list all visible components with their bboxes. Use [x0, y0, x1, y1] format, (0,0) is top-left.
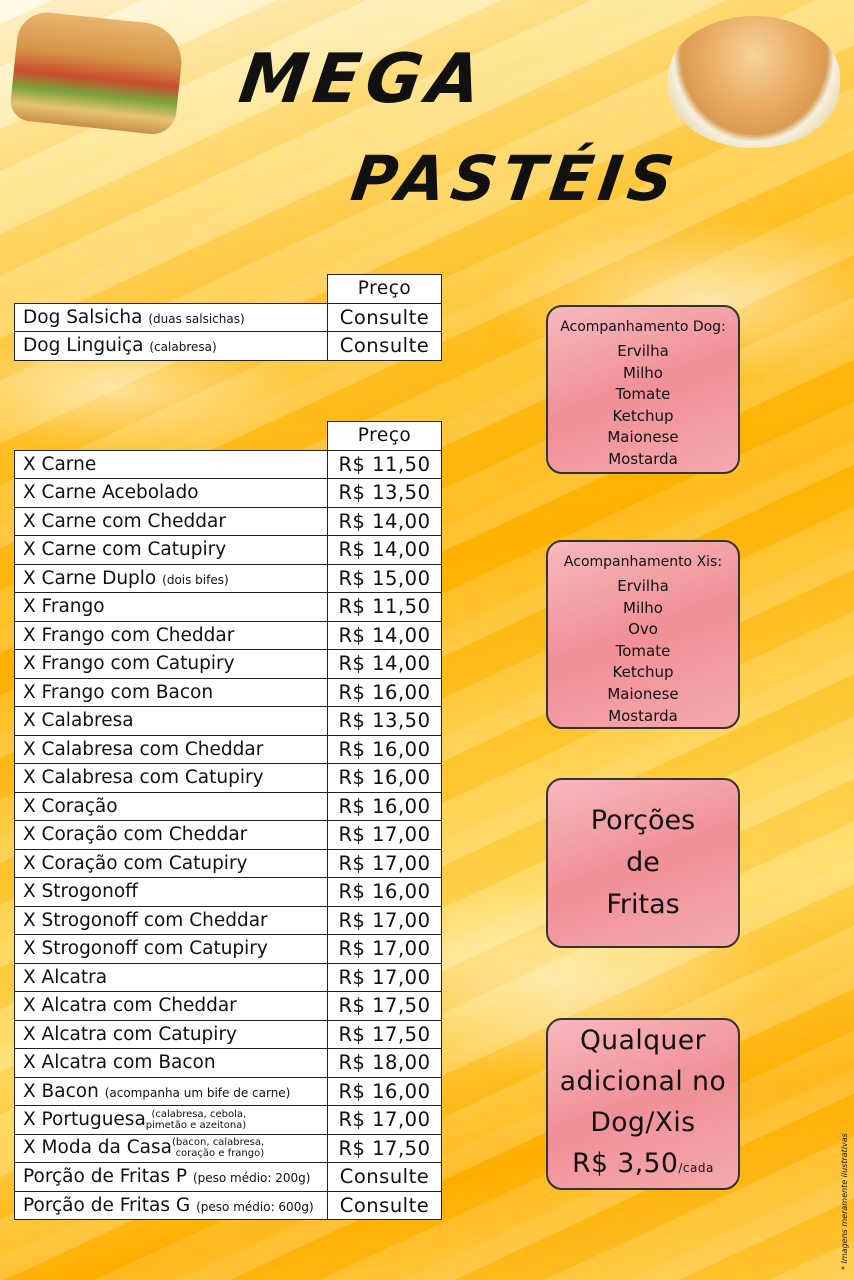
item-price: R$ 16,00 [328, 878, 442, 907]
item-price: R$ 14,00 [328, 536, 442, 565]
item-price: R$ 17,00 [328, 935, 442, 964]
item-note-line: (calabresa, cebola, [151, 1108, 247, 1120]
acompanhamento-xis-box [546, 540, 740, 729]
item-label: X Calabresa com Catupiry [23, 767, 264, 789]
item-label: X Strogonoff com Cheddar [23, 909, 268, 931]
item-note: (peso médio: 200g) [192, 1171, 311, 1186]
item-name [15, 479, 328, 508]
item-price: Consulte [328, 303, 442, 332]
item-name [15, 935, 328, 964]
item-note: (peso médio: 600g) [196, 1199, 314, 1214]
acompanhamento-xis-title: Acompanhamento Xis: [563, 554, 723, 570]
adicional-line-1: Qualquer [579, 1025, 707, 1056]
item-price: R$ 11,50 [328, 593, 442, 622]
item-price: R$ 17,50 [328, 1020, 442, 1049]
acompanhamento-item: Tomate [615, 385, 671, 404]
item-label: X Frango com Catupiry [23, 653, 235, 675]
item-price: R$ 11,50 [328, 450, 442, 479]
item-name [15, 332, 328, 361]
item-label: X Alcatra com Cheddar [23, 995, 237, 1017]
item-name [15, 963, 328, 992]
item-label: X Strogonoff [23, 881, 138, 903]
item-name [15, 303, 328, 332]
item-note-line: (bacon, calabresa, [172, 1137, 265, 1149]
item-price: R$ 13,50 [328, 479, 442, 508]
item-name [15, 564, 328, 593]
item-label: X Carne Acebolado [23, 482, 199, 504]
adicional-price: R$ 3,50 [572, 1148, 679, 1179]
item-price: R$ 16,00 [328, 735, 442, 764]
adicional-price-line [548, 1143, 738, 1189]
item-price: R$ 14,00 [328, 650, 442, 679]
item-price: R$ 16,00 [328, 764, 442, 793]
item-label: Porção de Fritas P [23, 1166, 188, 1188]
item-price: Consulte [328, 332, 442, 361]
table-row [15, 1020, 442, 1049]
item-name [15, 906, 328, 935]
item-price: Consulte [328, 1191, 442, 1220]
table-row [15, 992, 442, 1021]
item-name [15, 1077, 328, 1106]
item-note-line: pimetão e azeitona) [145, 1119, 247, 1131]
item-price: R$ 14,00 [328, 621, 442, 650]
item-note-line: coração e frango) [175, 1148, 265, 1160]
table-row [15, 1049, 442, 1078]
item-note: (calabresa) [149, 340, 217, 355]
acompanhamento-item: Tomate [615, 641, 671, 660]
porcoes-line-3: Fritas [606, 889, 680, 920]
item-label: X Coração com Catupiry [23, 852, 248, 874]
acompanhamento-item: Ervilha [617, 342, 669, 360]
item-label: X Strogonoff com Catupiry [23, 938, 268, 960]
item-name [15, 1106, 328, 1135]
item-label: X Portuguesa [23, 1108, 146, 1130]
item-name [15, 650, 328, 679]
item-label: X Carne com Cheddar [23, 510, 226, 532]
item-label: X Frango com Cheddar [23, 624, 235, 646]
table-row [15, 935, 442, 964]
table-row [15, 792, 442, 821]
item-name [15, 764, 328, 793]
pastel-photo [9, 10, 186, 137]
item-note [172, 1137, 264, 1159]
item-name [15, 821, 328, 850]
table-row [15, 906, 442, 935]
table-row [15, 963, 442, 992]
acompanhamento-dog-title: Acompanhamento Dog: [560, 319, 726, 335]
table-row [15, 678, 442, 707]
table-row [15, 536, 442, 565]
table-row [15, 621, 442, 650]
xis-price-table [14, 421, 442, 1220]
item-name [15, 507, 328, 536]
table-row [15, 1163, 442, 1192]
porcoes-text [548, 800, 738, 926]
table-row [15, 507, 442, 536]
table-row [15, 764, 442, 793]
item-price: R$ 16,00 [328, 1077, 442, 1106]
item-name [15, 450, 328, 479]
item-label: X Alcatra [23, 966, 108, 988]
item-note: (dois bifes) [162, 572, 229, 587]
item-note: (acompanha um bife de carne) [104, 1085, 291, 1100]
item-name [15, 1134, 328, 1163]
price-header: Preço [328, 275, 442, 304]
item-label: X Carne Duplo [23, 567, 157, 589]
table-row [15, 821, 442, 850]
table-row [15, 1191, 442, 1220]
dog-price-table [14, 274, 442, 361]
table-row [15, 1134, 442, 1163]
item-label: X Calabresa [23, 710, 134, 732]
item-label: X Carne [23, 453, 97, 475]
table-row [15, 1106, 442, 1135]
item-label: X Coração com Cheddar [23, 824, 248, 846]
title-line-1: MEGA [234, 40, 493, 119]
item-name [15, 621, 328, 650]
item-name [15, 536, 328, 565]
item-price: R$ 17,00 [328, 963, 442, 992]
table-row [15, 1077, 442, 1106]
header-blank [15, 422, 328, 451]
item-label: X Frango [23, 596, 105, 618]
item-label: X Moda da Casa [23, 1137, 172, 1159]
item-price: R$ 17,00 [328, 821, 442, 850]
acompanhamento-item: Maionese [607, 428, 679, 447]
item-name [15, 792, 328, 821]
item-name [15, 678, 328, 707]
header-blank [15, 275, 328, 304]
acompanhamento-item: Mostarda [608, 449, 678, 468]
acompanhamento-item: Ervilha [617, 577, 669, 595]
item-price: R$ 16,00 [328, 678, 442, 707]
acompanhamento-item: Mostarda [608, 706, 678, 725]
table-row [15, 450, 442, 479]
item-label: X Alcatra com Bacon [23, 1052, 216, 1074]
acompanhamento-item: Maionese [607, 684, 679, 703]
adicional-line-3: Dog/Xis [590, 1107, 696, 1138]
acompanhamento-item: Milho [623, 363, 663, 382]
item-name [15, 593, 328, 622]
item-name [15, 1191, 328, 1220]
item-label: X Calabresa com Cheddar [23, 738, 264, 760]
item-label: Dog Linguiça [23, 335, 144, 357]
porcoes-fritas-box [546, 778, 740, 948]
price-header: Preço [328, 422, 442, 451]
item-label: X Bacon [23, 1080, 99, 1102]
item-name [15, 1020, 328, 1049]
adicional-box [546, 1018, 740, 1190]
adicional-text [548, 1020, 738, 1189]
item-price: Consulte [328, 1163, 442, 1192]
item-name [15, 1049, 328, 1078]
item-label: X Alcatra com Catupiry [23, 1023, 237, 1045]
acompanhamento-item: Ketchup [612, 663, 674, 682]
table-header-row [15, 275, 442, 304]
table-row [15, 849, 442, 878]
acompanhamento-dog-box [546, 305, 740, 474]
porcoes-line-2: de [626, 847, 660, 878]
burger-photo [668, 16, 840, 148]
table-row [15, 479, 442, 508]
acompanhamento-item: Milho [623, 598, 663, 617]
acompanhamento-item: Ovo [628, 620, 658, 639]
item-name [15, 1163, 328, 1192]
item-label: X Coração [23, 795, 118, 817]
item-note: (duas salsichas) [148, 311, 245, 326]
item-label: X Carne com Catupiry [23, 539, 227, 561]
item-label: Porção de Fritas G [23, 1194, 191, 1216]
item-price: R$ 17,00 [328, 1106, 442, 1135]
item-label: X Frango com Bacon [23, 681, 214, 703]
porcoes-line-1: Porções [590, 805, 696, 836]
item-note [146, 1109, 246, 1131]
table-row [15, 564, 442, 593]
item-price: R$ 18,00 [328, 1049, 442, 1078]
table-row [15, 593, 442, 622]
item-price: R$ 14,00 [328, 507, 442, 536]
item-label: Dog Salsicha [23, 306, 143, 328]
acompanhamento-item: Ketchup [612, 406, 674, 425]
item-price: R$ 16,00 [328, 792, 442, 821]
table-row [15, 707, 442, 736]
table-header-row [15, 422, 442, 451]
item-price: R$ 17,00 [328, 849, 442, 878]
title-line-2: PASTÉIS [346, 142, 684, 215]
adicional-unit: /cada [678, 1161, 714, 1175]
item-name [15, 707, 328, 736]
item-name [15, 735, 328, 764]
adicional-line-2: adicional no [559, 1066, 727, 1097]
item-price: R$ 15,00 [328, 564, 442, 593]
table-row [15, 735, 442, 764]
item-price: R$ 17,50 [328, 992, 442, 1021]
item-price: R$ 17,00 [328, 906, 442, 935]
table-row [15, 332, 442, 361]
table-row [15, 650, 442, 679]
item-name [15, 878, 328, 907]
disclaimer-text: * Imagens meramente ilustrativas [840, 1133, 849, 1270]
item-name [15, 992, 328, 1021]
table-row [15, 303, 442, 332]
item-price: R$ 13,50 [328, 707, 442, 736]
table-row [15, 878, 442, 907]
item-name [15, 849, 328, 878]
item-price: R$ 17,50 [328, 1134, 442, 1163]
